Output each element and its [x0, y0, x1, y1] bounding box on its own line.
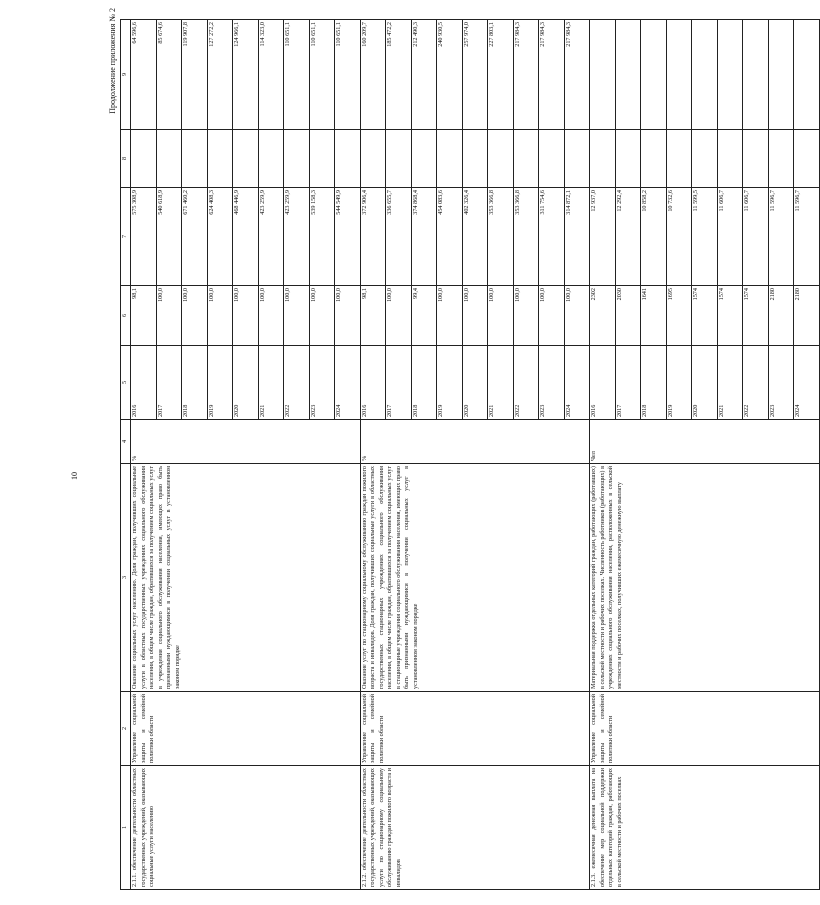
- year-cell: 2017: [386, 346, 412, 420]
- funding-cell: 336 655,7: [386, 188, 412, 286]
- funding-cell: 314 872,1: [564, 188, 590, 286]
- indicator-cell: Материальная поддержка отдельных категорий граждан, работающих (работавших) в сельской местности и рабочих поселках. Численность работников (работающих) в учреждениях социального обслуживания населения, расположенных в сельской местности и рабочих поселках, получивших ежемесячную денежную выплату: [590, 464, 820, 692]
- funding-cell: 12 937,0: [590, 188, 616, 286]
- year-cell: 2018: [641, 346, 667, 420]
- column-8-cell: [182, 130, 208, 188]
- year-cell: 2016: [360, 346, 386, 420]
- column-8-cell: [386, 130, 412, 188]
- funding-extra-cell: 124 966,1: [233, 20, 259, 130]
- column-8-cell: [335, 130, 361, 188]
- funding-extra-cell: 127 272,2: [207, 20, 233, 130]
- year-cell: 2021: [488, 346, 514, 420]
- funding-cell: 544 549,9: [335, 188, 361, 286]
- indicator-value-cell: 100,0: [488, 286, 514, 346]
- funding-cell: 11 599,5: [692, 188, 718, 286]
- column-8-cell: [488, 130, 514, 188]
- column-8-cell: [360, 130, 386, 188]
- funding-cell: 624 408,3: [207, 188, 233, 286]
- column-number: 5: [121, 346, 131, 420]
- indicator-value-cell: 2180: [768, 286, 794, 346]
- column-8-cell: [641, 130, 667, 188]
- year-cell: 2021: [717, 346, 743, 420]
- executor-cell: Управление социальной защиты и семейной политики области: [590, 692, 820, 766]
- year-cell: 2023: [768, 346, 794, 420]
- column-number: 8: [121, 130, 131, 188]
- indicator-value-cell: 99,4: [411, 286, 437, 346]
- column-8-cell: [666, 130, 692, 188]
- column-8-cell: [284, 130, 310, 188]
- indicator-value-cell: 100,0: [513, 286, 539, 346]
- table-row: [590, 20, 616, 890]
- appendix-title: Продолжение приложения № 2: [108, 8, 117, 114]
- indicator-cell: Оказание услуг по стационарному социальному обслуживанию граждан пожилого возраста и инвалидов. Доля граждан, получивших социальные услуги в областных государственных стационарных учреждениях социального обслуживания населения, в общем числе граждан, обратившихся за получением социальных услуг в стационарные учреждения социального обслуживания населения, имеющих право быть признанными нуждающимися в получении социальных услуг в установленном законом порядке: [360, 464, 590, 692]
- column-number: 1: [121, 766, 131, 890]
- funding-cell: 402 326,4: [462, 188, 488, 286]
- year-cell: 2022: [743, 346, 769, 420]
- table-body: [121, 20, 820, 890]
- indicator-value-cell: 100,0: [156, 286, 182, 346]
- unit-cell: Чел: [590, 420, 820, 464]
- funding-cell: 10 858,2: [641, 188, 667, 286]
- indicator-value-cell: 100,0: [539, 286, 565, 346]
- column-8-cell: [411, 130, 437, 188]
- column-8-cell: [590, 130, 616, 188]
- funding-extra-cell: [794, 20, 820, 130]
- column-8-cell: [794, 130, 820, 188]
- funding-cell: 11 606,7: [717, 188, 743, 286]
- funding-extra-cell: 212 490,3: [411, 20, 437, 130]
- funding-cell: 454 083,6: [437, 188, 463, 286]
- funding-extra-cell: 227 803,1: [488, 20, 514, 130]
- measure-cell: 2.1.3. ежемесячная денежная выплата на обеспечение мер социальной поддержки отдельных категорий граждан, работающих в сельской местности и рабочих поселках: [590, 766, 820, 890]
- funding-extra-cell: 110 651,1: [284, 20, 310, 130]
- indicator-cell: Оказание социальных услуг населению. Доля граждан, получивших социальные услуги в областных государственных учреждениях социального обслуживания населения, в общем числе граждан, обратившихся за получением социальных услуг в учреждения социального обслуживания населения, имеющих право быть признанными нуждающимися в получении социальных услуг в установленном законом порядке: [131, 464, 361, 692]
- indicator-value-cell: 100,0: [284, 286, 310, 346]
- funding-extra-cell: [768, 20, 794, 130]
- indicator-value-cell: 100,0: [564, 286, 590, 346]
- column-8-cell: [437, 130, 463, 188]
- funding-extra-cell: 110 651,1: [335, 20, 361, 130]
- column-number-row: [121, 20, 131, 890]
- indicator-value-cell: 100,0: [386, 286, 412, 346]
- funding-extra-cell: [666, 20, 692, 130]
- funding-extra-cell: 217 984,3: [564, 20, 590, 130]
- funding-cell: 353 366,8: [513, 188, 539, 286]
- funding-extra-cell: 240 930,5: [437, 20, 463, 130]
- year-cell: 2020: [692, 346, 718, 420]
- indicator-value-cell: 98,1: [131, 286, 157, 346]
- column-8-cell: [462, 130, 488, 188]
- funding-extra-cell: [717, 20, 743, 130]
- indicator-value-cell: 1695: [666, 286, 692, 346]
- indicator-value-cell: 98,1: [360, 286, 386, 346]
- funding-cell: 311 754,6: [539, 188, 565, 286]
- indicator-value-cell: 100,0: [207, 286, 233, 346]
- indicator-value-cell: 100,0: [309, 286, 335, 346]
- indicator-value-cell: 100,0: [335, 286, 361, 346]
- column-8-cell: [131, 130, 157, 188]
- year-cell: 2021: [258, 346, 284, 420]
- funding-cell: 11 596,7: [794, 188, 820, 286]
- indicator-value-cell: 2180: [794, 286, 820, 346]
- funding-extra-cell: [615, 20, 641, 130]
- indicator-value-cell: 100,0: [182, 286, 208, 346]
- column-8-cell: [233, 130, 259, 188]
- executor-cell: Управление социальной защиты и семейной политики области: [131, 692, 361, 766]
- unit-cell: %: [360, 420, 590, 464]
- funding-extra-cell: 64 596,6: [131, 20, 157, 130]
- indicator-value-cell: 100,0: [462, 286, 488, 346]
- funding-cell: 11 596,7: [768, 188, 794, 286]
- funding-extra-cell: 85 674,6: [156, 20, 182, 130]
- funding-cell: 353 366,8: [488, 188, 514, 286]
- column-number: 6: [121, 286, 131, 346]
- indicator-value-cell: 2030: [615, 286, 641, 346]
- column-8-cell: [258, 130, 284, 188]
- page-number: 10: [70, 472, 79, 480]
- executor-cell: Управление социальной защиты и семейной политики области: [360, 692, 590, 766]
- measure-cell: 2.1.1. обеспечение деятельности областных государственных учреждений, оказывающих социальные услуги населению: [131, 766, 361, 890]
- funding-extra-cell: [692, 20, 718, 130]
- year-cell: 2017: [615, 346, 641, 420]
- column-8-cell: [309, 130, 335, 188]
- column-8-cell: [743, 130, 769, 188]
- year-cell: 2023: [539, 346, 565, 420]
- year-cell: 2019: [207, 346, 233, 420]
- year-cell: 2017: [156, 346, 182, 420]
- indicator-value-cell: 100,0: [437, 286, 463, 346]
- funding-cell: 575 308,9: [131, 188, 157, 286]
- column-number: 9: [121, 20, 131, 130]
- year-cell: 2022: [284, 346, 310, 420]
- funding-extra-cell: 257 974,0: [462, 20, 488, 130]
- column-8-cell: [717, 130, 743, 188]
- column-8-cell: [564, 130, 590, 188]
- funding-extra-cell: 160 209,7: [360, 20, 386, 130]
- year-cell: 2024: [564, 346, 590, 420]
- column-8-cell: [539, 130, 565, 188]
- funding-cell: 10 732,6: [666, 188, 692, 286]
- funding-cell: 372 906,4: [360, 188, 386, 286]
- funding-extra-cell: 110 651,1: [309, 20, 335, 130]
- year-cell: 2020: [462, 346, 488, 420]
- funding-cell: 468 446,9: [233, 188, 259, 286]
- column-8-cell: [615, 130, 641, 188]
- year-cell: 2018: [411, 346, 437, 420]
- column-8-cell: [692, 130, 718, 188]
- column-8-cell: [768, 130, 794, 188]
- funding-cell: 12 292,4: [615, 188, 641, 286]
- indicator-value-cell: 100,0: [233, 286, 259, 346]
- funding-cell: 539 158,3: [309, 188, 335, 286]
- unit-cell: %: [131, 420, 361, 464]
- year-cell: 2023: [309, 346, 335, 420]
- funding-cell: 374 868,4: [411, 188, 437, 286]
- column-number: 4: [121, 420, 131, 464]
- funding-extra-cell: [641, 20, 667, 130]
- measure-cell: 2.1.2. обеспечение деятельности областных государственных учреждений, оказывающих услуги по стационарному социальному обслуживанию граждан пожилого возраста и инвалидов: [360, 766, 590, 890]
- year-cell: 2016: [131, 346, 157, 420]
- table-row: [360, 20, 386, 890]
- funding-extra-cell: 114 323,0: [258, 20, 284, 130]
- indicator-value-cell: 2302: [590, 286, 616, 346]
- year-cell: 2018: [182, 346, 208, 420]
- funding-extra-cell: 185 472,2: [386, 20, 412, 130]
- funding-extra-cell: 217 984,3: [513, 20, 539, 130]
- funding-cell: 671 460,2: [182, 188, 208, 286]
- funding-extra-cell: [590, 20, 616, 130]
- program-table: [120, 19, 820, 890]
- year-cell: 2022: [513, 346, 539, 420]
- year-cell: 2019: [666, 346, 692, 420]
- funding-extra-cell: 119 907,8: [182, 20, 208, 130]
- indicator-value-cell: 1641: [641, 286, 667, 346]
- funding-cell: 423 259,9: [258, 188, 284, 286]
- year-cell: 2016: [590, 346, 616, 420]
- indicator-value-cell: 1574: [692, 286, 718, 346]
- column-number: 3: [121, 464, 131, 692]
- funding-cell: 423 259,9: [284, 188, 310, 286]
- column-8-cell: [156, 130, 182, 188]
- year-cell: 2024: [335, 346, 361, 420]
- year-cell: 2020: [233, 346, 259, 420]
- funding-extra-cell: 217 984,3: [539, 20, 565, 130]
- column-8-cell: [513, 130, 539, 188]
- indicator-value-cell: 1574: [717, 286, 743, 346]
- funding-cell: 11 606,7: [743, 188, 769, 286]
- indicator-value-cell: 100,0: [258, 286, 284, 346]
- year-cell: 2019: [437, 346, 463, 420]
- column-number: 7: [121, 188, 131, 286]
- table-row: [131, 20, 157, 890]
- funding-extra-cell: [743, 20, 769, 130]
- year-cell: 2024: [794, 346, 820, 420]
- indicator-value-cell: 1574: [743, 286, 769, 346]
- column-8-cell: [207, 130, 233, 188]
- column-number: 2: [121, 692, 131, 766]
- funding-cell: 540 618,9: [156, 188, 182, 286]
